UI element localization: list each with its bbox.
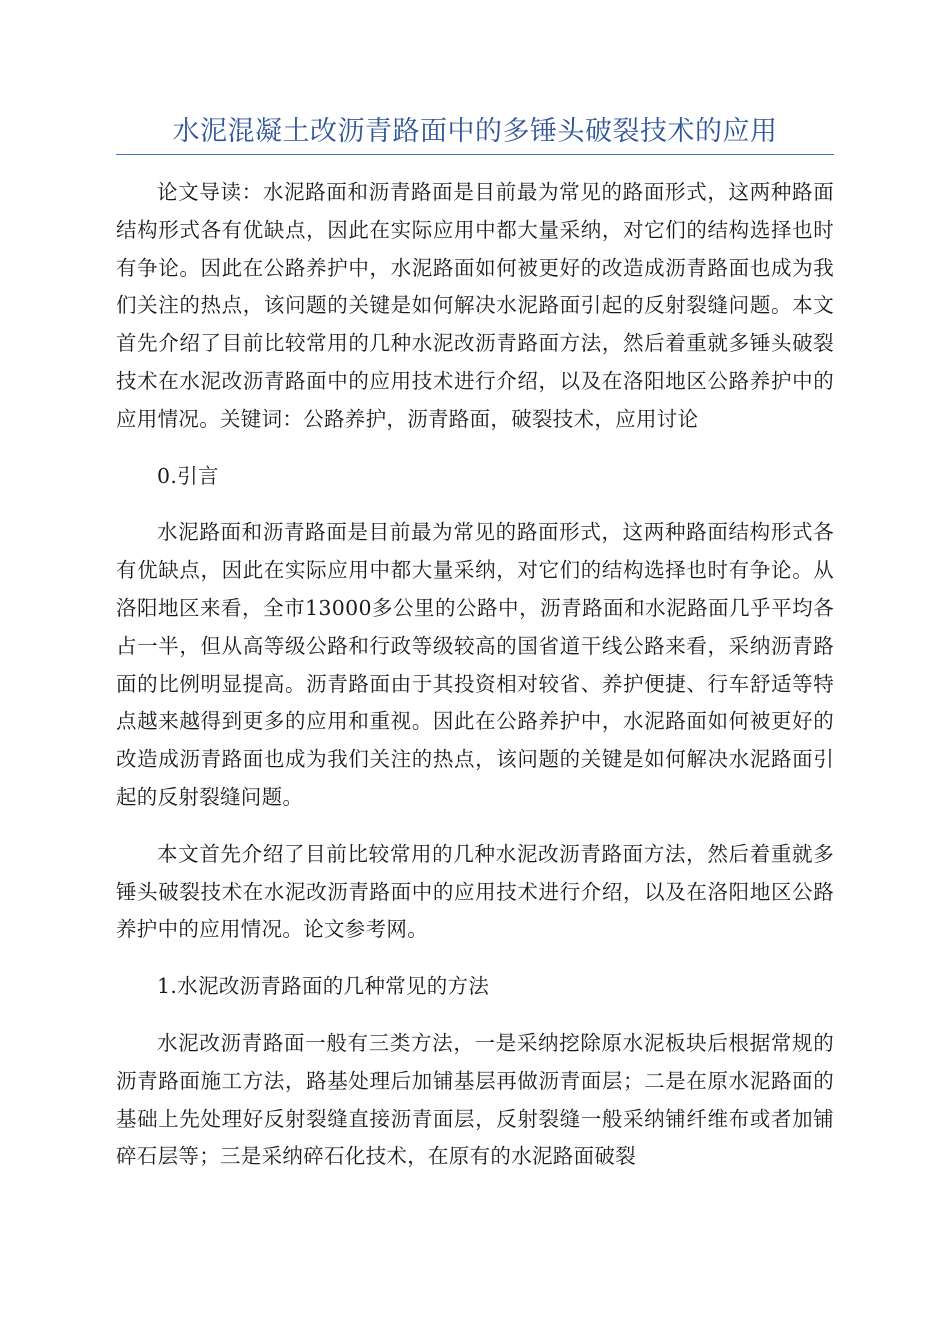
abstract-paragraph: 论文导读：水泥路面和沥青路面是目前最为常见的路面形式，这两种路面结构形式各有优缺点，因此在实际应用中都大量采纳，对它们的结构选择也时有争论。因此在公路养护中，水泥路面如何被更好的改造成沥青路面也成为我们关注的热点，该问题的关键是如何解决水泥路面引起的反射裂缝问题。本文首先介绍了目前比较常用的几种水泥改沥青路面方法，然后着重就多锤头破裂技术在水泥改沥青路面中的应用技术进行介绍，以及在洛阳地区公路养护中的应用情况。关键词：公路养护，沥青路面，破裂技术，应用讨论 <box>116 180 834 431</box>
body-paragraph: 水泥改沥青路面一般有三类方法，一是采纳挖除原水泥板块后根据常规的沥青路面施工方法，路基处理后加铺基层再做沥青面层；二是在原水泥路面的基础上先处理好反射裂缝直接沥青面层，反射裂缝一般采纳铺纤维布或者加铺碎石层等；三是采纳碎石化技术，在原有的水泥路面破裂 <box>116 1030 834 1169</box>
section-heading-methods: 1.水泥改沥青路面的几种常见的方法 <box>157 974 490 999</box>
body-paragraph: 水泥路面和沥青路面是目前最为常见的路面形式，这两种路面结构形式各有优缺点，因此在实际应用中都大量采纳，对它们的结构选择也时有争论。从洛阳地区来看，全市13000多公里的公路中，沥青路面和水泥路面几乎平均各占一半，但从高等级公路和行政等级较高的国省道干线公路来看，采纳沥青路面的比例明显提高。沥青路面由于其投资相对较省、养护便捷、行车舒适等特点越来越得到更多的应用和重视。因此在公路养护中，水泥路面如何被更好的改造成沥青路面也成为我们关注的热点，该问题的关键是如何解决水泥路面引起的反射裂缝问题。 <box>116 520 834 809</box>
body-paragraph: 本文首先介绍了目前比较常用的几种水泥改沥青路面方法，然后着重就多锤头破裂技术在水泥改沥青路面中的应用技术进行介绍，以及在洛阳地区公路养护中的应用情况。论文参考网。 <box>116 841 834 942</box>
document-title: 水泥混凝土改沥青路面中的多锤头破裂技术的应用 <box>172 116 778 147</box>
document-body <box>116 174 834 1195</box>
section-heading-introduction: 0.引言 <box>157 463 219 488</box>
title-underline <box>116 154 834 155</box>
